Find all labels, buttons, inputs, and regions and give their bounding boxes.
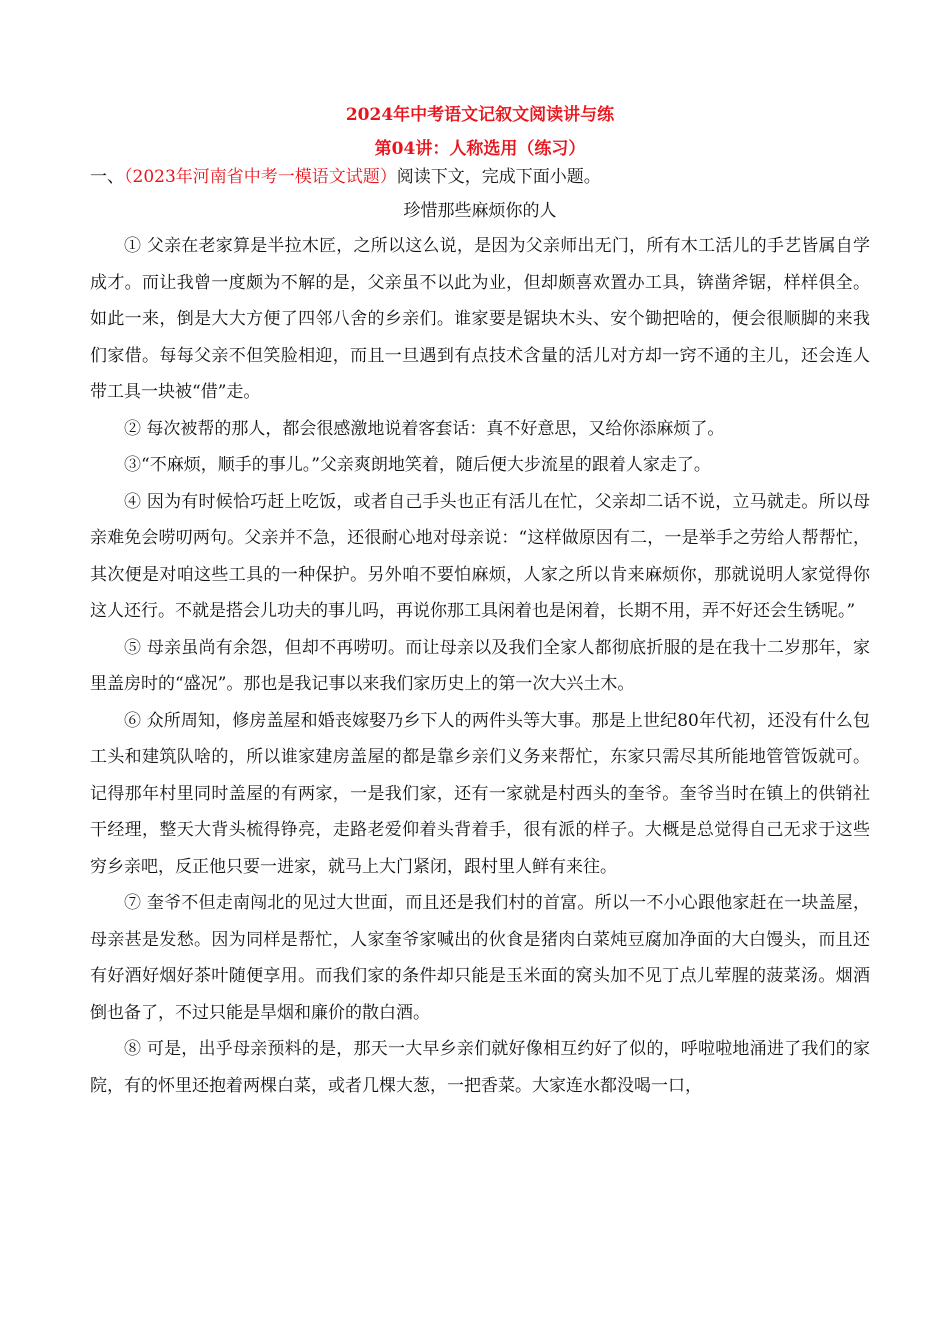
- article-paragraph-2: ② 每次被帮的那人，都会很感激地说着客套话：真不好意思，又给你添麻烦了。: [124, 418, 725, 439]
- lesson-subtitle: 第04讲：人称选用（练习）: [374, 139, 586, 159]
- article-paragraph-6: ⑥ 众所周知，修房盖屋和婚丧嫁娶乃乡下人的两件头等大事。那是上世纪80年代初，还没有什么包工头和建筑队啥的，所以谁家建房盖屋的都是靠乡亲们义务来帮忙，东家只需尽其所能地管管饭就可。记得那年村里同时盖屋的有两家，一是我们家，还有一家就是村西头的奎爷。奎爷当时在镇上的供销社干经理，整天大背头梳得铮亮，走路老爱仰着头背着手，很有派的样子。大概是总觉得自己无求于这些穷乡亲吧，反正他只要一进家，就马上大门紧闭，跟村里人鲜有来往。: [90, 710, 870, 877]
- question-number: 一、: [90, 167, 124, 187]
- question-source: （2023年河南省中考一模语文试题）: [124, 167, 397, 187]
- article-paragraph-5: ⑤ 母亲虽尚有余怨，但却不再唠叨。而让母亲以及我们全家人都彻底折服的是在我十二岁那年，家里盖房时的“盛况”。那也是我记事以来我们家历史上的第一次大兴土木。: [90, 637, 870, 694]
- article-paragraph-1: ① 父亲在老家算是半拉木匠，之所以这么说，是因为父亲师出无门，所有木工活儿的手艺皆属自学成才。而让我曾一度颇为不解的是，父亲虽不以此为业，但却颇喜欢置办工具，锛凿斧锯，样样俱全。如此一来，倒是大大方便了四邻八舍的乡亲们。谁家要是锯块木头、安个锄把啥的，便会很顺脚的来我们家借。每每父亲不但笑脸相迎，而且一旦遇到有点技术含量的活儿对方却一窍不通的主儿，还会连人带工具一块被“借”走。: [90, 236, 870, 402]
- article-paragraph-7: ⑦ 奎爷不但走南闯北的见过大世面，而且还是我们村的首富。所以一不小心跟他家赶在一块盖屋，母亲甚是发愁。因为同样是帮忙，人家奎爷家喊出的伙食是猪肉白菜炖豆腐加净面的大白馒头，而且还有好酒好烟好茶叶随便享用。而我们家的条件却只能是玉米面的窝头加不见丁点儿荤腥的菠菜汤。烟酒倒也备了，不过只能是旱烟和廉价的散白酒。: [90, 893, 870, 1023]
- article-paragraph-8: ⑧ 可是，出乎母亲预料的是，那天一大早乡亲们就好像相互约好了似的，呼啦啦地涌进了我们的家院，有的怀里还抱着两棵白菜，或者几棵大葱，一把香菜。大家连水都没喝一口，: [90, 1039, 870, 1096]
- article-paragraph-4: ④ 因为有时候恰巧赶上吃饭，或者自己手头也正有活儿在忙，父亲却二话不说，立马就走。所以母亲难免会唠叨两句。父亲并不急，还很耐心地对母亲说：“这样做原因有二，一是举手之劳给人帮帮忙，其次便是对咱这些工具的一种保护。另外咱不要怕麻烦，人家之所以肯来麻烦你，那就说明人家觉得你这人还行。不就是搭会儿功夫的事儿吗，再说你那工具闲着也是闲着，长期不用，弄不好还会生锈呢。”: [90, 491, 870, 621]
- document-title: 2024年中考语文记叙文阅读讲与练: [345, 105, 615, 125]
- document-page: [90, 92, 870, 1104]
- article-body: [90, 228, 870, 1104]
- article-title: 珍惜那些麻烦你的人: [403, 201, 557, 221]
- article-paragraph-3: ③“不麻烦，顺手的事儿。”父亲爽朗地笑着，随后便大步流星的跟着人家走了。: [124, 455, 711, 475]
- question-header: [90, 164, 870, 190]
- question-instruction: 阅读下文，完成下面小题。: [396, 167, 601, 187]
